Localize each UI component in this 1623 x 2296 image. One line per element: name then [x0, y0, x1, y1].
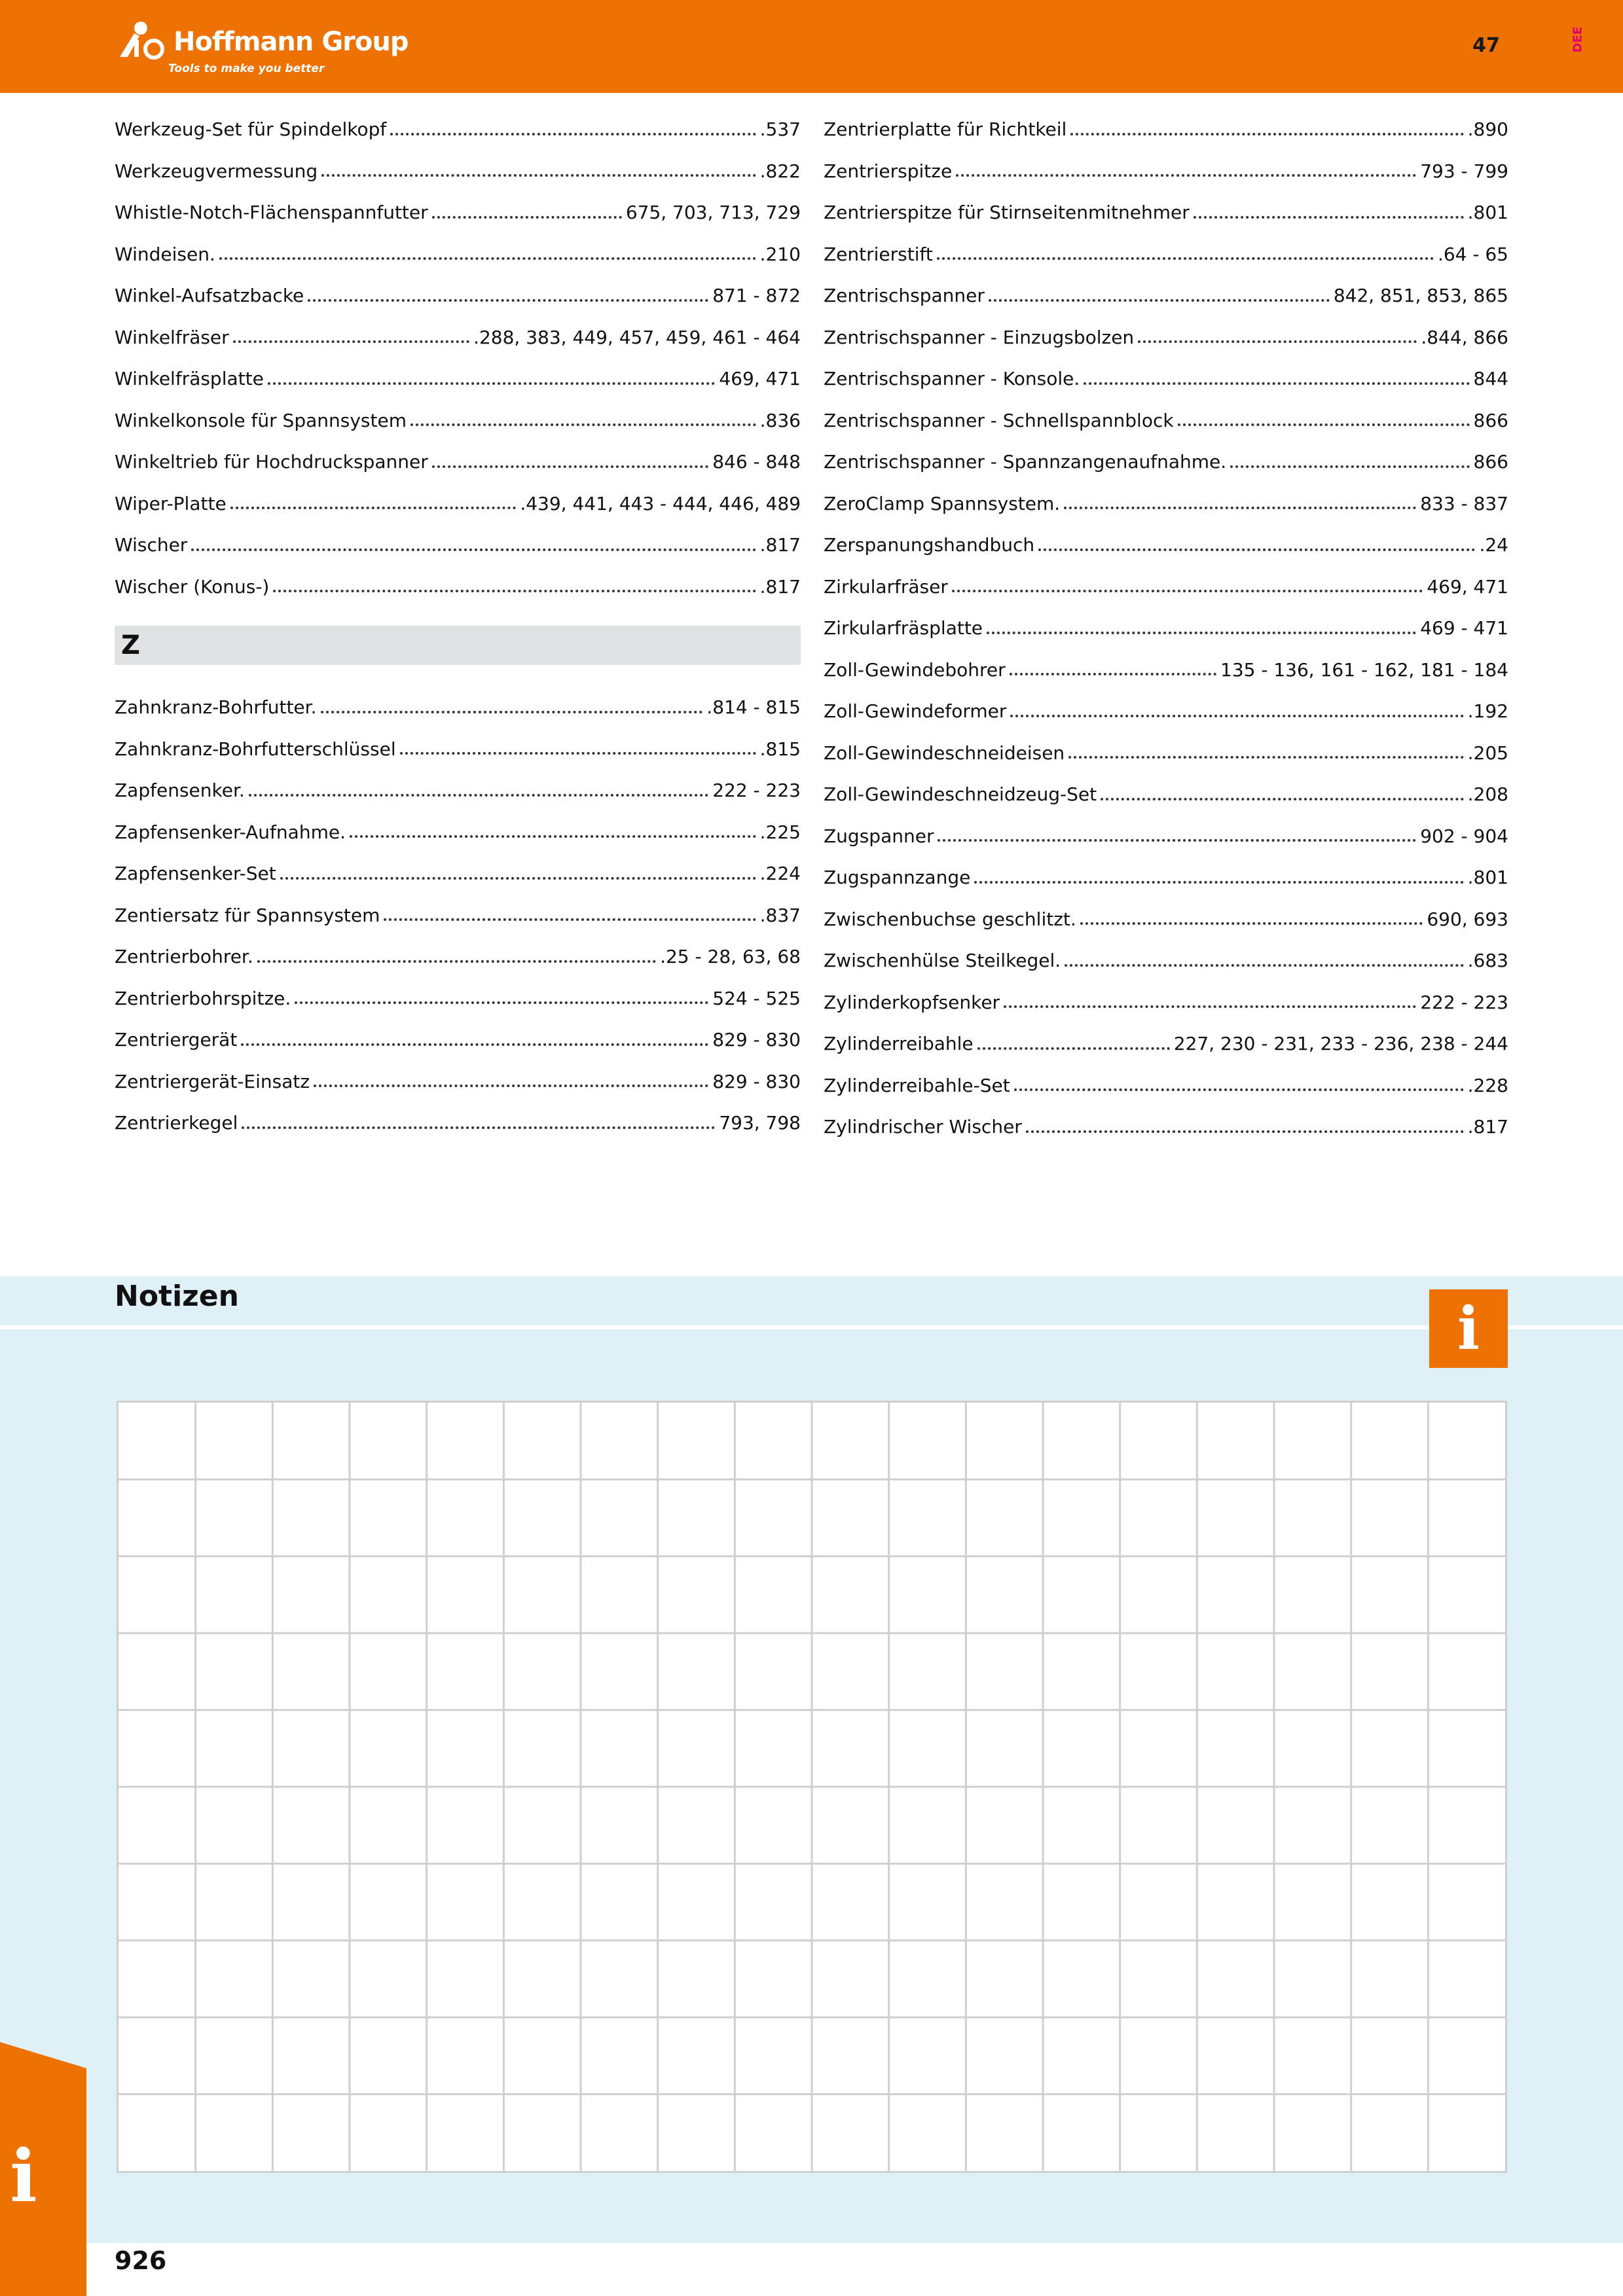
- index-entry: [115, 192, 801, 234]
- logo-mark-icon: [115, 16, 171, 62]
- dot-leader: [1080, 900, 1423, 925]
- index-term: Zentriergerät-Einsatz: [115, 1070, 310, 1092]
- index-pages: .801: [1467, 202, 1508, 224]
- index-term: Zentrischspanner - Schnellspannblock: [824, 409, 1174, 431]
- dot-leader: [314, 1062, 708, 1087]
- dot-leader: [432, 194, 622, 219]
- index-pages: .817: [759, 534, 801, 556]
- index-pages: 871 - 872: [712, 285, 801, 307]
- index-pages: .288, 383, 449, 457, 459, 461 - 464: [473, 326, 801, 348]
- index-term: Zerspanungshandbuch: [824, 534, 1035, 556]
- index-entry: [115, 895, 801, 937]
- notes-grid-lines: [119, 1403, 1505, 2171]
- dot-leader: [321, 152, 756, 177]
- dot-leader: [432, 443, 708, 468]
- index-pages: 866: [1473, 409, 1508, 431]
- dot-leader: [974, 859, 1463, 884]
- index-entry: [115, 358, 801, 400]
- index-term: Zapfensenker-Aufnahme.: [115, 821, 346, 843]
- index-pages: 469, 471: [719, 368, 801, 390]
- dot-leader: [295, 979, 708, 1004]
- dot-leader: [242, 1104, 715, 1129]
- index-term: Zentrierplatte für Richtkeil: [824, 118, 1067, 141]
- index-entry: [115, 936, 801, 978]
- index-pages: .225: [759, 821, 801, 843]
- index-entry: [824, 1106, 1508, 1148]
- dot-leader: [230, 484, 517, 509]
- dot-leader: [989, 277, 1330, 302]
- dot-leader: [1014, 1066, 1464, 1091]
- index-term: Zentrischspanner: [824, 285, 985, 307]
- index-entry: [824, 899, 1508, 941]
- index-term: Zentrischspanner - Einzugsbolzen: [824, 326, 1135, 348]
- index-term: Zoll-Gewindeformer: [824, 700, 1007, 723]
- index-term: Zentiersatz für Spannsystem: [115, 904, 380, 926]
- index-pages: 227, 230 - 231, 233 - 236, 238 - 244: [1173, 1033, 1508, 1055]
- index-entry: [115, 151, 801, 192]
- index-entry: [824, 358, 1508, 400]
- dot-leader: [1065, 942, 1463, 967]
- index-pages: .205: [1467, 742, 1508, 764]
- index-term: Windeisen.: [115, 243, 215, 265]
- dot-leader: [1084, 360, 1469, 385]
- dot-leader: [257, 938, 656, 963]
- index-term: Zentrierstift: [824, 243, 933, 265]
- dot-leader: [400, 730, 756, 755]
- index-pages: .25 - 28, 63, 68: [660, 946, 801, 968]
- dot-leader: [956, 152, 1416, 177]
- dot-leader: [241, 1021, 708, 1046]
- index-pages: .817: [759, 575, 801, 598]
- info-glyph: i: [1457, 1294, 1480, 1363]
- index-entry: [115, 770, 801, 812]
- index-pages: .817: [1467, 1116, 1508, 1138]
- dot-leader: [1010, 651, 1216, 675]
- index-pages: 675, 703, 713, 729: [625, 202, 801, 224]
- index-pages: .537: [759, 118, 801, 141]
- index-entry: [824, 982, 1508, 1024]
- dot-leader: [938, 817, 1416, 842]
- dot-leader: [937, 235, 1434, 260]
- index-entry: [824, 400, 1508, 442]
- notes-divider: [0, 1325, 1623, 1329]
- index-entry: [115, 524, 801, 566]
- index-term: Zentrierbohrspitze.: [115, 987, 291, 1009]
- index-pages: .844, 866: [1421, 326, 1508, 348]
- dot-leader: [233, 318, 469, 343]
- index-entry: [824, 1065, 1508, 1107]
- index-entry: [115, 687, 801, 728]
- index-entry: [115, 812, 801, 853]
- dot-leader: [1178, 401, 1470, 426]
- index-term: Wischer (Konus-): [115, 575, 270, 598]
- index-entry: [824, 691, 1508, 732]
- index-term: Zentrierkegel: [115, 1112, 238, 1134]
- dot-leader: [321, 689, 703, 713]
- index-entry: [824, 192, 1508, 234]
- dot-leader: [350, 813, 756, 838]
- index-pages: 866: [1473, 451, 1508, 473]
- dot-leader: [977, 1025, 1170, 1050]
- index-term: Zirkularfräsplatte: [824, 617, 983, 639]
- index-term: Winkelfräser: [115, 326, 229, 348]
- index-term: Zahnkranz-Bohrfutter.: [115, 696, 317, 719]
- index-pages: 829 - 830: [712, 1029, 801, 1051]
- index-entry: [824, 1023, 1508, 1065]
- dot-leader: [268, 360, 715, 385]
- index-entry: [115, 853, 801, 895]
- hoffmann-logo: [115, 16, 409, 82]
- dot-leader: [1026, 1108, 1464, 1133]
- index-column-right: [824, 109, 1508, 1148]
- index-term: Zentrischspanner - Konsole.: [824, 368, 1080, 390]
- index-pages: 524 - 525: [712, 987, 801, 1009]
- index-pages: 844: [1473, 368, 1508, 390]
- index-pages: 793 - 799: [1420, 160, 1508, 182]
- index-term: Zentrischspanner - Spannzangenaufnahme.: [824, 451, 1227, 473]
- index-term: Zoll-Gewindeschneidzeug-Set: [824, 783, 1097, 806]
- notes-title: Notizen: [115, 1280, 239, 1313]
- index-term: Zentrierspitze: [824, 160, 953, 182]
- index-entry: [115, 317, 801, 359]
- index-entry: [824, 732, 1508, 774]
- index-entry: [824, 607, 1508, 649]
- index-entry: [115, 978, 801, 1020]
- index-pages: 690, 693: [1427, 908, 1508, 930]
- index-term: Zylindrischer Wischer: [824, 1116, 1022, 1138]
- index-term: Zentriergerät: [115, 1029, 238, 1051]
- brand-tagline: Tools to make you better: [168, 62, 325, 75]
- dot-leader: [191, 526, 756, 551]
- index-entry: [824, 774, 1508, 816]
- index-pages: 222 - 223: [712, 780, 801, 802]
- index-pages: 469, 471: [1427, 575, 1508, 598]
- dot-leader: [1064, 484, 1416, 509]
- index-entry: [824, 940, 1508, 982]
- index-term: Zoll-Gewindeschneideisen: [824, 742, 1065, 764]
- index-pages: .192: [1467, 700, 1508, 723]
- index-entry: [824, 151, 1508, 192]
- index-term: Zentrierbohrer.: [115, 946, 253, 968]
- index-entry: [115, 1019, 801, 1061]
- index-pages: 833 - 837: [1420, 492, 1508, 514]
- index-term: Zugspanner: [824, 825, 934, 847]
- index-entry: [115, 275, 801, 317]
- brand-name: Hoffmann Group: [173, 27, 409, 57]
- index-term: Zahnkranz-Bohrfutterschlüssel: [115, 738, 396, 760]
- dot-leader: [219, 235, 756, 260]
- index-pages: 846 - 848: [712, 451, 801, 473]
- index-pages: 135 - 136, 161 - 162, 181 - 184: [1220, 658, 1508, 681]
- index-term: Zwischenbuchse geschlitzt.: [824, 908, 1076, 930]
- index-pages: .210: [759, 243, 801, 265]
- index-column-left-w: [115, 109, 801, 607]
- index-term: Wischer: [115, 534, 188, 556]
- dot-leader: [280, 855, 756, 880]
- index-entry: [824, 483, 1508, 525]
- index-entry: [824, 275, 1508, 317]
- index-entry: [824, 524, 1508, 566]
- dot-leader: [1038, 526, 1475, 551]
- index-pages: .64 - 65: [1437, 243, 1508, 265]
- index-term: Zylinderreibahle-Set: [824, 1074, 1010, 1096]
- index-entry: [115, 1102, 801, 1144]
- index-entry: [115, 1061, 801, 1103]
- index-pages: .24: [1479, 534, 1508, 556]
- index-pages: .683: [1467, 950, 1508, 972]
- index-pages: .208: [1467, 783, 1508, 806]
- index-entry: [824, 109, 1508, 151]
- index-term: Zugspannzange: [824, 867, 971, 889]
- index-pages: 469 - 471: [1420, 617, 1508, 639]
- index-pages: .822: [759, 160, 801, 182]
- index-term: Werkzeug-Set für Spindelkopf: [115, 118, 387, 141]
- index-entry: [824, 816, 1508, 857]
- index-term: Winkel-Aufsatzbacke: [115, 285, 304, 307]
- index-entry: [115, 566, 801, 608]
- index-term: Winkelkonsole für Spannsystem: [115, 409, 407, 431]
- index-pages: 902 - 904: [1420, 825, 1508, 847]
- index-entry: [824, 649, 1508, 691]
- dot-leader: [273, 567, 756, 592]
- index-pages: .224: [759, 863, 801, 885]
- index-entry: [824, 566, 1508, 608]
- index-entry: [824, 317, 1508, 359]
- index-term: Winkelfräsplatte: [115, 368, 264, 390]
- page-number-top: 47: [1472, 34, 1500, 57]
- index-entry: [115, 483, 801, 525]
- index-pages: 829 - 830: [712, 1070, 801, 1092]
- index-pages: .836: [759, 409, 801, 431]
- index-entry: [115, 109, 801, 151]
- dot-leader: [1194, 194, 1464, 219]
- language-code: DEE: [1571, 26, 1585, 53]
- index-entry: [115, 400, 801, 442]
- side-tab-info-glyph: i: [10, 2134, 37, 2218]
- dot-leader: [1068, 734, 1463, 759]
- index-term: ZeroClamp Spannsystem.: [824, 492, 1061, 514]
- index-term: Zapfensenker.: [115, 780, 245, 802]
- index-pages: .815: [759, 738, 801, 760]
- dot-leader: [410, 401, 756, 426]
- dot-leader: [1101, 776, 1464, 800]
- index-entry: [824, 441, 1508, 483]
- dot-leader: [1230, 443, 1469, 468]
- info-icon: [1429, 1289, 1508, 1368]
- index-term: Whistle-Notch-Flächenspannfutter: [115, 202, 428, 224]
- index-pages: 793, 798: [719, 1112, 801, 1134]
- index-entry: [115, 234, 801, 276]
- index-term: Wiper-Platte: [115, 492, 227, 514]
- section-heading-z: [115, 626, 801, 665]
- dot-leader: [952, 567, 1423, 592]
- index-pages: 222 - 223: [1420, 991, 1508, 1013]
- index-pages: .890: [1467, 118, 1508, 141]
- index-pages: 842, 851, 853, 865: [1333, 285, 1508, 307]
- header-bar: [0, 0, 1623, 93]
- index-term: Werkzeugvermessung: [115, 160, 318, 182]
- index-term: Zylinderkopfsenker: [824, 991, 1000, 1013]
- index-term: Zoll-Gewindebohrer: [824, 658, 1006, 681]
- index-entry: [824, 857, 1508, 899]
- notes-grid[interactable]: [117, 1401, 1507, 2173]
- dot-leader: [249, 772, 708, 797]
- dot-leader: [384, 896, 756, 921]
- dot-leader: [308, 277, 708, 302]
- index-column-left-z: [115, 687, 801, 1144]
- index-term: Zwischenhülse Steilkegel.: [824, 950, 1061, 972]
- dot-leader: [1070, 111, 1463, 135]
- page-number-bottom: 926: [115, 2246, 167, 2275]
- dot-leader: [987, 609, 1416, 634]
- index-term: Zylinderreibahle: [824, 1033, 974, 1055]
- index-pages: .801: [1467, 867, 1508, 889]
- index-term: Winkeltrieb für Hochdruckspanner: [115, 451, 428, 473]
- index-entry: [824, 234, 1508, 276]
- index-term: Zirkularfräser: [824, 575, 948, 598]
- section-letter: Z: [121, 630, 141, 660]
- index-pages: .814 - 815: [706, 696, 801, 719]
- index-term: Zapfensenker-Set: [115, 863, 276, 885]
- index-term: Zentrierspitze für Stirnseitenmitnehmer: [824, 202, 1190, 224]
- index-pages: .439, 441, 443 - 444, 446, 489: [520, 492, 801, 514]
- dot-leader: [1004, 983, 1416, 1008]
- dot-leader: [1010, 692, 1463, 717]
- index-entry: [115, 441, 801, 483]
- index-pages: .228: [1467, 1074, 1508, 1096]
- dot-leader: [390, 111, 756, 135]
- index-entry: [115, 728, 801, 770]
- index-pages: .837: [759, 904, 801, 926]
- dot-leader: [1138, 318, 1417, 343]
